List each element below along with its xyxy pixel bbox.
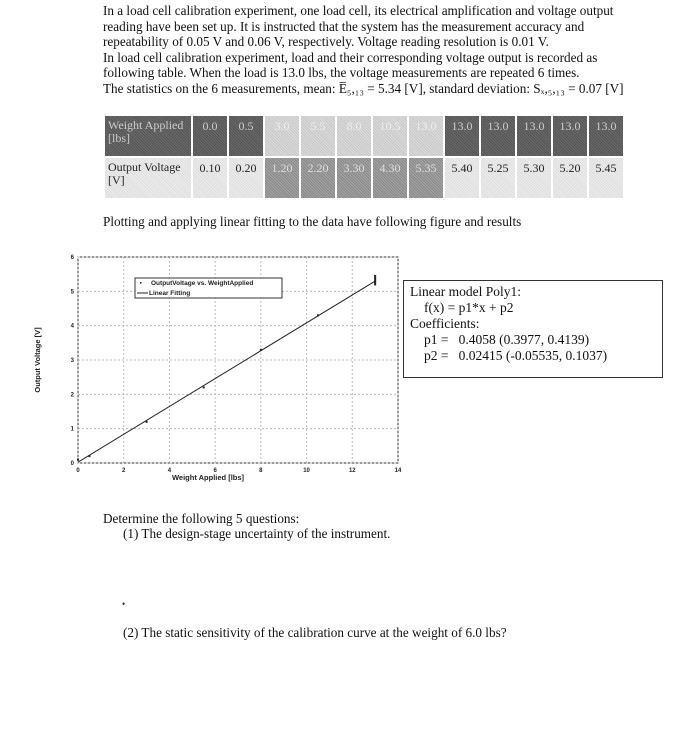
problem-statement [103,3,624,97]
x-tick-label: 14 [394,468,402,474]
y-tick-label: 6 [70,255,74,261]
intro-line: In load cell calibration experiment, load and their corresponding voltage output is recorded as [103,49,598,65]
data-point [203,386,205,388]
data-point [374,277,376,279]
weight-cell: 13.0 [589,116,623,156]
x-tick-label: 0 [76,468,80,474]
data-point [77,459,79,461]
intro-line: repeatability of 0.05 V and 0.06 V, respectively. Voltage reading resolution is 0.01 V. [103,34,549,50]
y-tick-label: 1 [70,426,74,433]
p1-value: 0.4058 (0.3977, 0.4139) [458,332,590,347]
fit-results-box [403,280,663,378]
weight-cell: 5.5 [301,116,335,156]
weight-header: Weight Applied [lbs] [105,116,191,156]
data-point [317,314,319,316]
data-point [374,280,376,282]
weight-cell: 13.0 [409,116,443,156]
legend-label-points: OutputVoltage vs. WeightApplied [151,280,254,287]
voltage-cell: 4.30 [373,158,407,198]
bullet-mark: • [122,599,126,609]
y-tick-label: 0 [70,461,74,467]
x-axis-label: Weight Applied [lbs] [171,473,245,482]
weight-cell: 13.0 [553,116,587,156]
voltage-cell: 5.40 [445,158,479,198]
fit-formula: f(x) = p1*x + p2 [424,300,514,315]
weight-row [105,116,623,156]
data-point [374,275,376,277]
y-tick-label: 5 [70,289,74,296]
p1-label: p1 = [424,332,449,347]
weight-cell: 13.0 [445,116,479,156]
data-point [88,455,90,457]
intro-line: In a load cell calibration experiment, one load cell, its electrical amplification and voltage output [103,3,614,18]
p2-label: p2 = [424,348,449,363]
voltage-header: Output Voltage [V] [105,158,191,198]
weight-cell: 13.0 [481,116,515,156]
intro-line: following table. When the load is 13.0 lbs, the voltage measurements are repeated 6 times. [103,65,580,81]
question-1: (1) The design-stage uncertainty of the instrument. [123,526,391,541]
y-tick-label: 2 [70,392,74,399]
x-tick-label: 8 [259,468,263,474]
data-point [374,283,376,285]
x-tick-label: 12 [348,468,356,474]
voltage-cell: 3.30 [337,158,371,198]
weight-cell: 10.5 [373,116,407,156]
weight-cell: 3.0 [265,116,299,156]
calibration-chart [30,250,410,490]
voltage-cell: 0.20 [229,158,263,198]
weight-cell: 0.5 [229,116,263,156]
voltage-cell: 1.20 [265,158,299,198]
legend-label-fit: Linear Fitting [149,290,191,297]
coef-label: Coefficients: [410,316,480,331]
voltage-cell: 2.20 [301,158,335,198]
legend-marker-points [140,282,142,284]
voltage-row [105,158,623,198]
data-point [374,278,376,280]
intro-line: The statistics on the 6 measurements, mean: E̅₅,₁₃ = 5.34 [V], standard deviation: Sₓ,₅,₁₃ = 0.07 [V] [103,80,624,96]
p2-value: 0.02415 (-0.05535, 0.1037) [458,348,608,363]
voltage-cell: 5.30 [517,158,551,198]
weight-cell: 13.0 [517,116,551,156]
question-2: (2) The static sensitivity of the calibration curve at the weight of 6.0 lbs? [123,625,507,640]
y-tick-label: 4 [70,323,74,330]
x-tick-label: 10 [303,468,310,474]
x-tick-label: 6 [213,468,217,474]
data-point [260,349,262,351]
y-tick-label: 3 [70,358,74,364]
voltage-cell: 0.10 [193,158,227,198]
intro-line: reading have been set up. It is instructed that the system has the measurement accuracy and [103,18,585,34]
voltage-cell: 5.45 [589,158,623,198]
x-tick-label: 4 [167,468,172,474]
data-point [146,421,148,423]
voltage-cell: 5.25 [481,158,515,198]
y-axis-label: Output Voltage [V] [33,327,42,393]
questions-intro: Determine the following 5 questions: [103,511,300,526]
weight-cell: 0.0 [193,116,227,156]
x-tick-label: 2 [122,468,126,474]
voltage-cell: 5.35 [409,158,443,198]
plot-caption: Plotting and applying linear fitting to the data have following figure and results [103,214,522,229]
calibration-table [103,114,625,200]
fit-title: Linear model Poly1: [410,284,521,299]
voltage-cell: 5.20 [553,158,587,198]
data-point [374,282,376,284]
weight-cell: 8.0 [337,116,371,156]
